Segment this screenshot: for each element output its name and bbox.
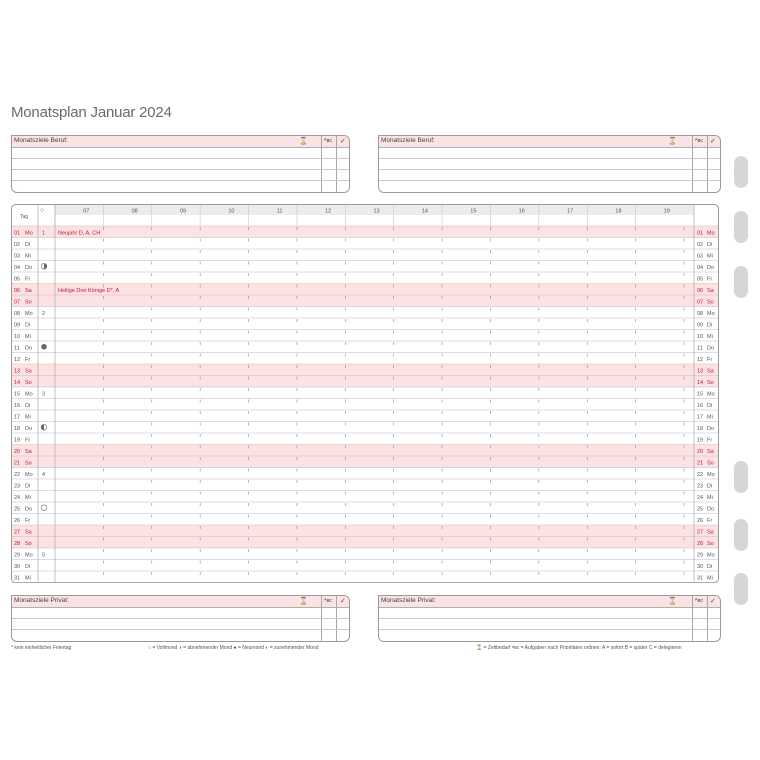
day-number-right: 13	[697, 368, 704, 375]
day-number-right: 01	[697, 230, 704, 237]
hour-label: 08	[131, 208, 138, 215]
day-weekday: Di	[25, 483, 31, 490]
day-number: 12	[14, 357, 21, 363]
holiday-note: Neujahr D, A, CH	[58, 230, 101, 237]
day-number: 19	[14, 437, 21, 444]
day-number-right: 29	[697, 552, 704, 559]
hour-label: 15	[470, 208, 477, 215]
hour-label: 07	[83, 208, 90, 215]
day-number-right: 18	[697, 426, 704, 432]
day-number: 06	[14, 288, 21, 294]
weekend-row-fill	[12, 537, 718, 549]
day-number-right: 02	[697, 242, 704, 248]
day-weekday: Sa	[25, 368, 32, 375]
day-weekday-right: Mo	[707, 472, 715, 478]
day-weekday-right: Mi	[707, 575, 713, 582]
day-weekday: Di	[25, 564, 31, 570]
goals-work-right[interactable]	[378, 135, 721, 193]
weekend-row-fill	[12, 456, 718, 468]
day-weekday: So	[25, 460, 32, 467]
day-weekday-right: Di	[707, 242, 713, 248]
weekend-row-fill	[12, 525, 718, 537]
week-number: 5	[42, 552, 46, 559]
day-weekday-right: Mi	[707, 414, 713, 421]
week-number-icon: ○	[40, 207, 45, 214]
day-weekday: Mo	[25, 391, 33, 398]
day-weekday-right: Mo	[707, 391, 715, 398]
day-weekday: Di	[25, 242, 31, 248]
day-number: 02	[14, 242, 21, 248]
day-weekday-right: Do	[707, 345, 715, 352]
goals-label: Monatsziele Privat:	[14, 597, 69, 604]
day-weekday: Fr	[25, 276, 31, 283]
day-weekday: Mo	[25, 552, 33, 559]
day-weekday: Sa	[25, 449, 32, 455]
day-number: 05	[14, 276, 21, 283]
day-number-right: 21	[697, 460, 704, 467]
day-number-right: 19	[697, 437, 704, 444]
hourglass-icon: ⌛	[299, 138, 308, 145]
day-weekday: Mi	[25, 495, 31, 501]
day-number-right: 14	[697, 380, 704, 386]
day-weekday-right: Sa	[707, 529, 714, 536]
day-number-right: 17	[697, 414, 704, 421]
day-number-right: 03	[697, 253, 704, 260]
week-number: 3	[42, 391, 46, 398]
day-number-right: 27	[697, 529, 704, 536]
day-number: 16	[14, 403, 21, 409]
day-weekday-right: So	[707, 299, 714, 306]
hour-label: 11	[276, 208, 283, 215]
day-weekday: Mi	[25, 575, 31, 582]
day-weekday: So	[25, 299, 32, 306]
day-number: 31	[14, 575, 21, 582]
day-number: 14	[14, 380, 21, 386]
hour-label: 18	[615, 208, 622, 215]
day-weekday-right: Di	[707, 403, 713, 409]
weekend-row-fill	[12, 445, 718, 457]
day-number-right: 20	[697, 449, 704, 455]
day-number: 15	[14, 391, 21, 398]
day-weekday-right: So	[707, 541, 714, 547]
hourglass-icon: ⌛	[668, 598, 677, 605]
day-weekday-right: Sa	[707, 288, 714, 294]
week-number: 2	[42, 311, 46, 317]
day-weekday-right: Mi	[707, 334, 713, 340]
goals-label: Monatsziele Privat:	[381, 597, 436, 604]
day-label-header: Tag	[20, 214, 29, 220]
weekend-row-fill	[12, 376, 718, 388]
new-moon-icon	[41, 344, 47, 350]
day-weekday-right: Mo	[707, 311, 715, 317]
day-number: 23	[14, 483, 21, 490]
register-tab[interactable]	[734, 519, 748, 551]
day-number-right: 16	[697, 403, 704, 409]
day-number: 10	[14, 334, 21, 340]
day-weekday-right: Fr	[707, 518, 713, 524]
register-tab[interactable]	[734, 461, 748, 493]
day-weekday: Sa	[25, 288, 32, 294]
day-number: 30	[14, 564, 21, 570]
hourglass-icon: ⌛	[668, 138, 677, 145]
day-weekday-right: Di	[707, 483, 713, 490]
month-grid[interactable]	[11, 204, 719, 583]
check-icon: ✓	[340, 138, 346, 145]
day-weekday: Fr	[25, 518, 31, 524]
day-number: 07	[14, 299, 21, 306]
hour-label: 19	[663, 208, 670, 215]
day-weekday-right: Sa	[707, 368, 714, 375]
goals-work-left[interactable]	[11, 135, 350, 193]
day-number: 27	[14, 529, 21, 536]
day-weekday-right: Mi	[707, 253, 713, 260]
day-number: 13	[14, 368, 21, 375]
day-number: 01	[14, 230, 21, 237]
day-number: 09	[14, 322, 21, 329]
hourglass-icon: ⌛	[299, 598, 308, 605]
day-weekday-right: Mi	[707, 495, 713, 501]
day-weekday: Do	[25, 426, 33, 432]
day-number: 25	[14, 506, 21, 513]
holiday-note: Heilige Drei Könige D*, A	[58, 288, 120, 294]
goals-private-left[interactable]	[11, 595, 350, 642]
day-number: 20	[14, 449, 21, 455]
abc-priority-icon: ᴬʙᴄ	[695, 598, 704, 604]
register-tab[interactable]	[734, 573, 748, 605]
day-number: 04	[14, 265, 21, 271]
day-number-right: 24	[697, 495, 704, 501]
page-title: Monatsplan Januar 2024	[11, 104, 172, 121]
day-number: 18	[14, 426, 21, 432]
day-number-right: 30	[697, 564, 704, 570]
day-weekday-right: Do	[707, 265, 715, 271]
day-number: 03	[14, 253, 21, 260]
day-number-right: 06	[697, 288, 704, 294]
day-number-right: 26	[697, 518, 704, 524]
day-weekday-right: Do	[707, 506, 715, 513]
day-number-right: 28	[697, 541, 704, 547]
footer-moon-legend: ○ = Vollmond ◑ = abnehmender Mond ● = Neumond ◐ = zunehmender Mond	[148, 645, 319, 651]
weekend-row-fill	[12, 295, 718, 307]
day-weekday: Mi	[25, 253, 31, 260]
day-number: 17	[14, 414, 21, 421]
day-number: 22	[14, 472, 21, 478]
week-number: 4	[42, 472, 46, 478]
weekend-row-fill	[12, 226, 718, 238]
hour-label: 12	[325, 208, 332, 215]
register-tab[interactable]	[734, 266, 748, 298]
day-weekday-right: Di	[707, 564, 713, 570]
week-number: 1	[42, 230, 46, 237]
day-number-right: 12	[697, 357, 704, 363]
day-number-right: 05	[697, 276, 704, 283]
day-weekday-right: Mo	[707, 552, 715, 559]
day-weekday-right: So	[707, 460, 714, 467]
day-number-right: 23	[697, 483, 704, 490]
day-weekday-right: Fr	[707, 276, 713, 283]
day-weekday: So	[25, 541, 32, 547]
footer-holiday-note: * kein einheitlicher Feiertag	[11, 645, 72, 651]
day-weekday-right: Fr	[707, 357, 713, 363]
day-weekday-right: Fr	[707, 437, 713, 444]
day-weekday: Di	[25, 322, 31, 329]
day-number-right: 11	[697, 345, 703, 352]
full-moon-icon	[41, 505, 47, 511]
hour-label: 10	[228, 208, 235, 215]
day-number-right: 07	[697, 299, 704, 306]
day-number-right: 31	[697, 575, 704, 582]
abc-priority-icon: ᴬʙᴄ	[324, 138, 333, 144]
day-weekday-right: So	[707, 380, 714, 386]
weekend-row-fill	[12, 364, 718, 376]
day-weekday-right: Mo	[707, 230, 715, 237]
day-number: 11	[14, 345, 20, 352]
register-tab[interactable]	[734, 211, 748, 243]
day-number: 29	[14, 552, 21, 559]
day-number: 26	[14, 518, 21, 524]
day-number: 28	[14, 541, 21, 547]
day-weekday: Mo	[25, 311, 33, 317]
check-icon: ✓	[340, 598, 346, 605]
day-number: 24	[14, 495, 21, 501]
register-tab[interactable]	[734, 156, 748, 188]
day-weekday: Do	[25, 265, 33, 271]
goals-label: Monatsziele Beruf:	[14, 137, 68, 144]
day-weekday: Do	[25, 506, 33, 513]
day-number-right: 09	[697, 322, 704, 329]
abc-priority-icon: ᴬʙᴄ	[324, 598, 333, 604]
abc-priority-icon: ᴬʙᴄ	[695, 138, 704, 144]
day-number-right: 04	[697, 265, 704, 271]
day-weekday: Mo	[25, 230, 33, 237]
day-number: 21	[14, 460, 21, 467]
hour-label: 14	[421, 208, 429, 215]
day-number-right: 22	[697, 472, 704, 478]
day-weekday: So	[25, 380, 32, 386]
day-weekday: Fr	[25, 437, 31, 444]
footer-priority-legend: ⌛ = Zeitbedarf ᴬʙᴄ = Aufgaben nach Prioritäten ordnen: A = sofort B = später C = delegieren	[476, 645, 682, 651]
day-weekday: Mi	[25, 334, 31, 340]
day-weekday: Do	[25, 345, 33, 352]
day-number-right: 15	[697, 391, 704, 398]
day-weekday-right: Sa	[707, 449, 714, 455]
day-weekday: Sa	[25, 529, 32, 536]
day-weekday: Mi	[25, 414, 31, 421]
hour-label: 17	[567, 208, 574, 215]
day-number-right: 25	[697, 506, 704, 513]
check-icon: ✓	[710, 598, 716, 605]
day-weekday: Di	[25, 403, 31, 409]
day-weekday-right: Di	[707, 322, 713, 329]
day-weekday: Mo	[25, 472, 33, 478]
hour-label: 09	[179, 208, 187, 215]
day-number: 08	[14, 311, 21, 317]
hour-label: 16	[518, 208, 525, 215]
day-number-right: 10	[697, 334, 704, 340]
day-number-right: 08	[697, 311, 704, 317]
goals-label: Monatsziele Beruf:	[381, 137, 435, 144]
day-weekday-right: Do	[707, 426, 715, 432]
day-weekday: Fr	[25, 357, 31, 363]
check-icon: ✓	[710, 138, 716, 145]
goals-private-right[interactable]	[378, 595, 721, 642]
hour-label: 13	[373, 208, 380, 215]
